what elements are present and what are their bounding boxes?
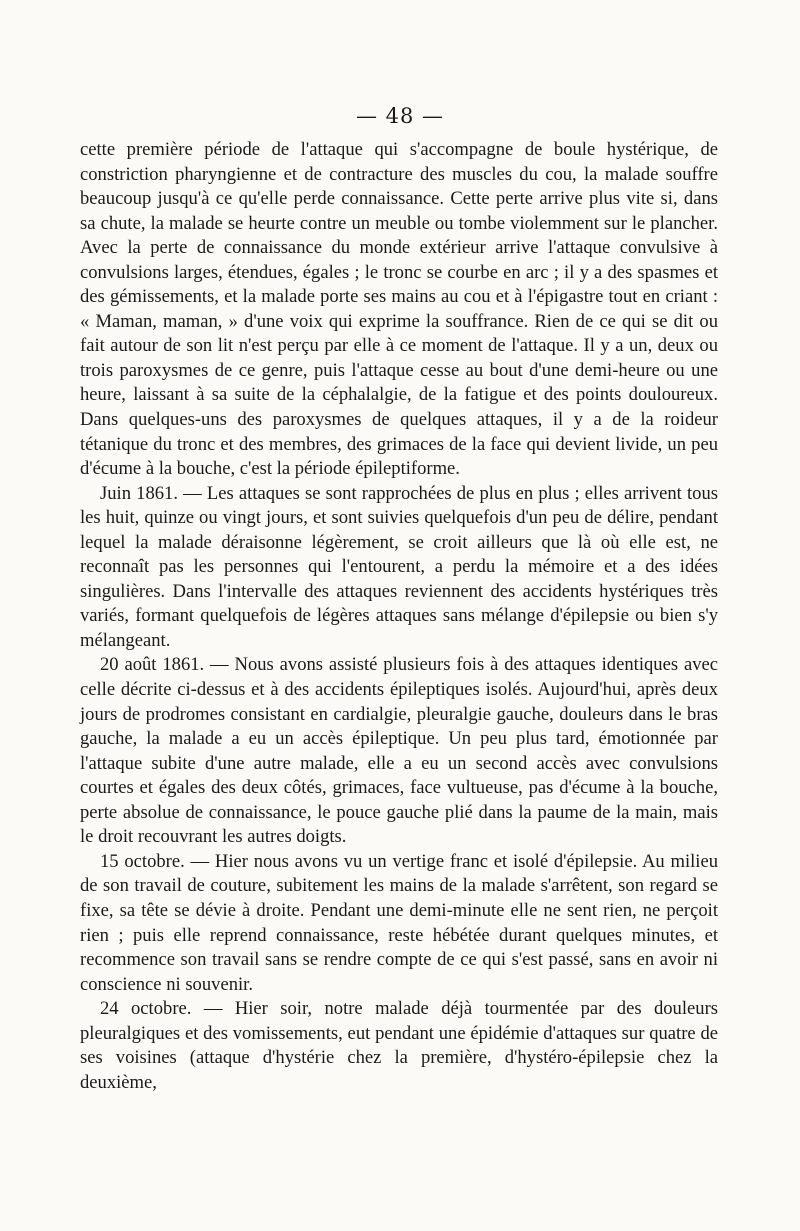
paragraph: 15 octobre. — Hier nous avons vu un vertige franc et isolé d'épilepsie. Au milieu de son travail de couture, subitement les mains de la malade s'arrêtent, son regard se fixe, sa tête se dévie à droite. Pendant une demi-minute elle ne sent rien, ne perçoit rien ; puis elle reprend connaissance, reste hébétée durant quelques minutes, et recommence son travail sans se rendre compte de ce qui s'est passé, sans en avoir ni conscience ni souvenir. <box>80 850 718 995</box>
paragraph: 24 octobre. — Hier soir, notre malade déjà tourmentée par des douleurs pleuralgiques et des vomissements, eut pendant une épidémie d'attaques sur quatre de ses voisines (attaque d'hystérie chez la première, d'hystéro-épilepsie chez la deuxième, <box>80 998 718 1093</box>
page-number: — 48 — <box>355 104 445 128</box>
body-text <box>80 138 718 1095</box>
paragraph: cette première période de l'attaque qui s'accompagne de boule hystérique, de constriction pharyngienne et de contracture des muscles du cou, la malade souffre beaucoup jusqu'à ce qu'elle perde connaissance. Cette perte arrive plus vite si, dans sa chute, la malade se heurte contre un meuble ou tombe violemment sur le plancher. Avec la perte de connaissance du monde extérieur arrive l'attaque convulsive à convulsions larges, étendues, égales ; le tronc se courbe en arc ; il y a des spasmes et des gémissements, et la malade porte ses mains au cou et à l'épigastre tout en criant : « Maman, maman, » d'une voix qui exprime la souffrance. Rien de ce qui se dit ou fait autour de son lit n'est perçu par elle à ce moment de l'attaque. Il y a un, deux ou trois paroxysmes de ce genre, puis l'attaque cesse au bout d'une demi-heure ou une heure, laissant à sa suite de la céphalalgie, de la fatigue et des points douloureux. Dans quelques-uns des paroxysmes de quelques attaques, il y a de la roideur tétanique du tronc et des membres, des grimaces de la face qui devient livide, un peu d'écume à la bouche, c'est la période épileptiforme. <box>80 139 718 480</box>
paragraph: Juin 1861. — Les attaques se sont rapprochées de plus en plus ; elles arrivent tous les huit, quinze ou vingt jours, et sont suivies quelquefois d'un peu de délire, pendant lequel la malade déraisonne légèrement, se croit ailleurs que là où elle est, ne reconnaît pas les personnes qui l'entourent, a perdu la mémoire et a des idées singulières. Dans l'intervalle des attaques reviennent des accidents hystériques très variés, formant quelquefois de légères attaques sans mélange d'épilepsie ou bien s'y mélangeant. <box>80 482 718 651</box>
paragraph: 20 août 1861. — Nous avons assisté plusieurs fois à des attaques identiques avec celle décrite ci-dessus et à des accidents épileptiques isolés. Aujourd'hui, après deux jours de prodromes consistant en cardialgie, pleuralgie gauche, douleurs dans le bras gauche, la malade a eu un accès épileptique. Un peu plus tard, émotionnée par l'attaque subite d'une autre malade, elle a eu un second accès avec convulsions courtes et égales des deux côtés, grimaces, face vultueuse, pas d'écume à la bouche, perte absolue de connaissance, le pouce gauche plié dans la paume de la main, mais le droit recouvrant les autres doigts. <box>80 654 718 848</box>
